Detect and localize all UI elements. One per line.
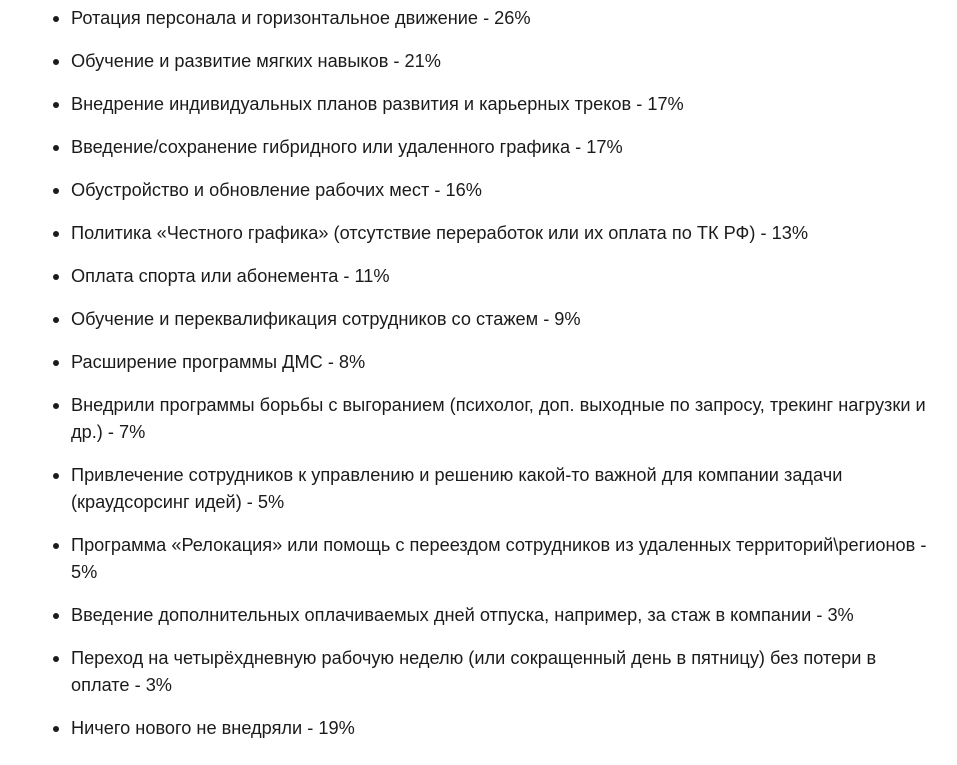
list-item xyxy=(0,48,937,75)
bullet-icon xyxy=(53,317,59,323)
bullet-icon xyxy=(53,188,59,194)
list-item-text: Ничего нового не внедряли - 19% xyxy=(71,718,355,738)
list-item-text: Внедрили программы борьбы с выгоранием (психолог, доп. выходные по запросу, трекинг нагрузки и др.) - 7% xyxy=(71,395,926,442)
list-item xyxy=(0,220,937,247)
list-item-text: Обучение и развитие мягких навыков - 21% xyxy=(71,51,441,71)
bullet-icon xyxy=(53,613,59,619)
list-item-text: Программа «Релокация» или помощь с переездом сотрудников из удаленных территорий\регионов - 5% xyxy=(71,535,927,582)
list-item-text: Ротация персонала и горизонтальное движение - 26% xyxy=(71,8,531,28)
list-item-text: Переход на четырёхдневную рабочую неделю (или сокращенный день в пятницу) без потери в оплате - 3% xyxy=(71,648,877,695)
list-item xyxy=(0,134,937,161)
list-item-text: Введение/сохранение гибридного или удаленного графика - 17% xyxy=(71,137,623,157)
list-item xyxy=(0,306,937,333)
list-item xyxy=(0,462,937,516)
list-item-text: Внедрение индивидуальных планов развития и карьерных треков - 17% xyxy=(71,94,684,114)
bullet-icon xyxy=(53,102,59,108)
list-item xyxy=(0,349,937,376)
list-item xyxy=(0,715,937,742)
bullet-icon xyxy=(53,59,59,65)
list-item xyxy=(0,177,937,204)
list-item-text: Оплата спорта или абонемента - 11% xyxy=(71,266,390,286)
list-item-text: Расширение программы ДМС - 8% xyxy=(71,352,366,372)
list-item-text: Привлечение сотрудников к управлению и решению какой-то важной для компании задачи (краудсорсинг идей) - 5% xyxy=(71,465,843,512)
list-item xyxy=(0,263,937,290)
bullet-icon xyxy=(53,16,59,22)
list-item xyxy=(0,602,937,629)
list-item xyxy=(0,392,937,446)
bullet-icon xyxy=(53,656,59,662)
list-item xyxy=(0,645,937,699)
list-item-text: Обустройство и обновление рабочих мест - 16% xyxy=(71,180,482,200)
list-item-text: Обучение и переквалификация сотрудников со стажем - 9% xyxy=(71,309,581,329)
list-item xyxy=(0,91,937,118)
list-item xyxy=(0,532,937,586)
bullet-icon xyxy=(53,274,59,280)
list-item xyxy=(0,5,937,32)
bullet-icon xyxy=(53,473,59,479)
bullet-icon xyxy=(53,543,59,549)
bullet-icon xyxy=(53,726,59,732)
list-item-text: Введение дополнительных оплачиваемых дней отпуска, например, за стаж в компании - 3% xyxy=(71,605,854,625)
list-item-text: Политика «Честного графика» (отсутствие переработок или их оплата по ТК РФ) - 13% xyxy=(71,223,808,243)
bullet-icon xyxy=(53,403,59,409)
bullet-icon xyxy=(53,360,59,366)
bullet-icon xyxy=(53,145,59,151)
bullet-icon xyxy=(53,231,59,237)
